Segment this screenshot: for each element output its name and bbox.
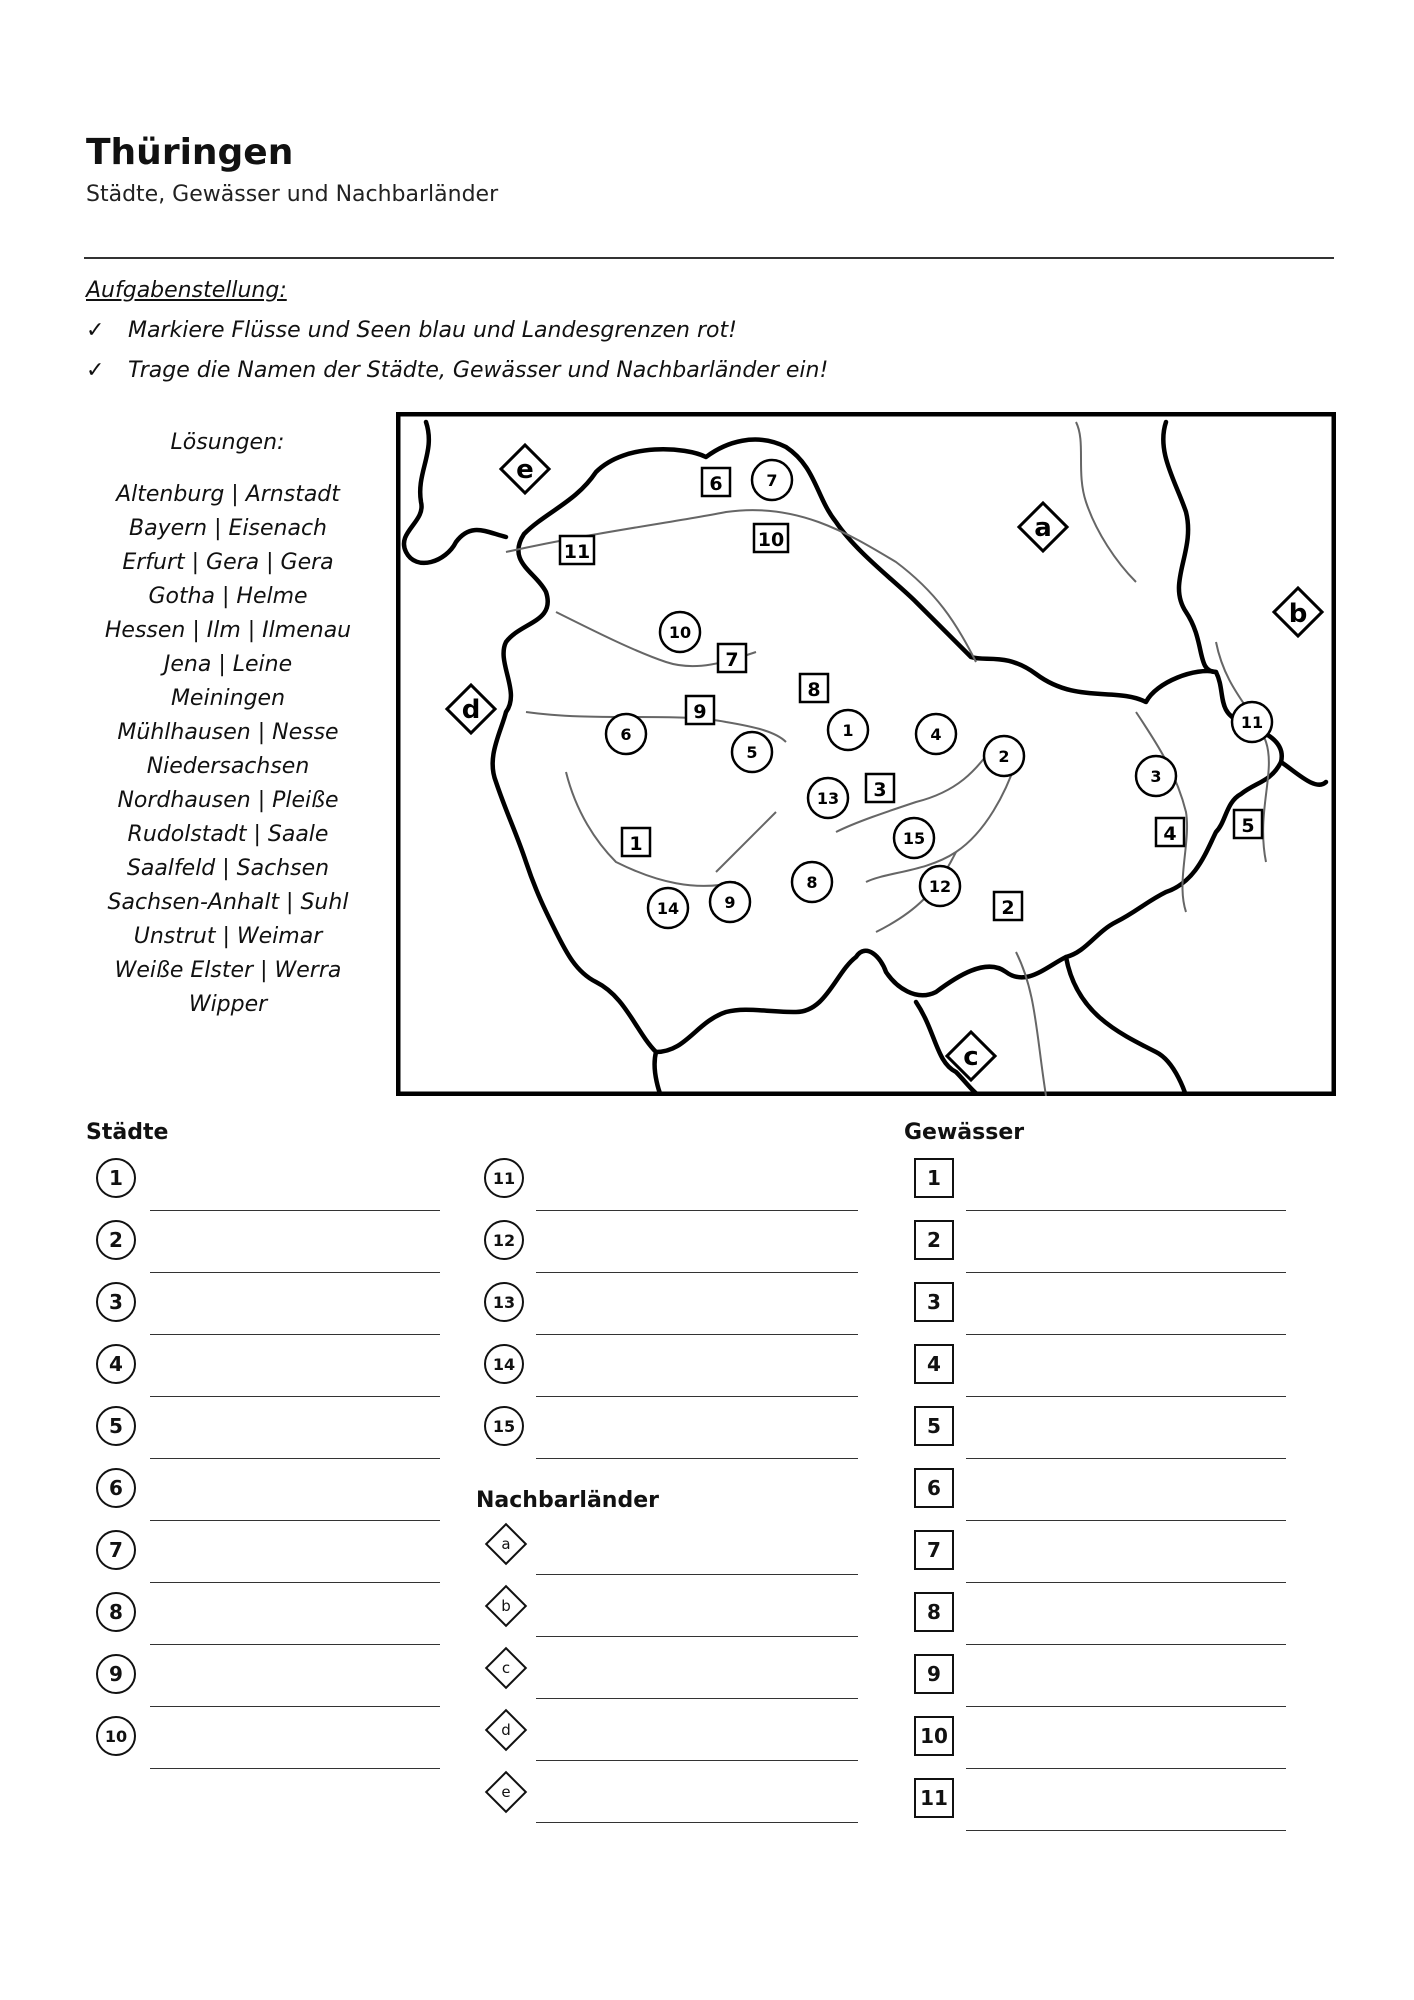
map-city-11 (1232, 702, 1272, 742)
city-number-badge: 9 (96, 1654, 136, 1694)
water-number-badge: 3 (914, 1282, 954, 1322)
page-title: Thüringen (86, 132, 294, 173)
svg-text:9: 9 (693, 701, 707, 723)
map-city-10 (660, 612, 700, 652)
svg-text:b: b (1288, 599, 1308, 629)
solution-line: Sachsen-Anhalt | Suhl (107, 890, 349, 915)
country-letter: e (501, 1783, 511, 1801)
city-number-badge: 10 (96, 1716, 136, 1756)
answer-line[interactable] (966, 1458, 1286, 1459)
answer-line[interactable] (966, 1706, 1286, 1707)
waters-heading: Gewässer (904, 1120, 1025, 1145)
answer-line[interactable] (150, 1210, 440, 1211)
city-number-badge: 14 (484, 1344, 524, 1384)
svg-text:5: 5 (746, 743, 758, 762)
map-city-8 (792, 862, 832, 902)
solution-line: Wipper (188, 992, 268, 1017)
solution-line: Meiningen (170, 686, 286, 711)
map-city-13 (808, 778, 848, 818)
answer-line[interactable] (150, 1458, 440, 1459)
water-number-badge: 5 (914, 1406, 954, 1446)
answer-line[interactable] (966, 1644, 1286, 1645)
water-number-badge: 2 (914, 1220, 954, 1260)
solution-line: Mühlhausen | Nesse (117, 720, 339, 745)
answer-line[interactable] (536, 1574, 858, 1575)
map-city-14 (648, 888, 688, 928)
city-number-badge: 13 (484, 1282, 524, 1322)
svg-text:3: 3 (1150, 767, 1162, 786)
answer-line[interactable] (966, 1830, 1286, 1831)
svg-text:7: 7 (766, 471, 778, 490)
divider (84, 257, 1334, 259)
map-water-6 (702, 468, 730, 496)
task-item: ✓ Trage die Namen der Städte, Gewässer und Nachbarländer ein! (86, 358, 829, 383)
svg-text:5: 5 (1241, 815, 1255, 837)
answer-line[interactable] (536, 1272, 858, 1273)
svg-text:2: 2 (1001, 897, 1015, 919)
svg-text:9: 9 (724, 893, 736, 912)
svg-text:1: 1 (842, 721, 854, 740)
city-number-badge: 2 (96, 1220, 136, 1260)
solution-line: Gotha | Helme (148, 584, 308, 609)
map-water-11 (560, 536, 594, 564)
answer-line[interactable] (536, 1458, 858, 1459)
svg-text:3: 3 (873, 779, 887, 801)
solution-line: Unstrut | Weimar (133, 924, 323, 949)
water-number-badge: 7 (914, 1530, 954, 1570)
svg-text:8: 8 (807, 679, 821, 701)
water-number-badge: 9 (914, 1654, 954, 1694)
solution-line: Rudolstadt | Saale (127, 822, 329, 847)
city-number-badge: 3 (96, 1282, 136, 1322)
svg-text:6: 6 (709, 473, 723, 495)
answer-line[interactable] (536, 1760, 858, 1761)
map-city-6 (606, 714, 646, 754)
svg-text:c: c (963, 1042, 979, 1072)
water-number-badge: 8 (914, 1592, 954, 1632)
solution-line: Hessen | Ilm | Ilmenau (104, 618, 352, 643)
map-water-9 (686, 696, 714, 724)
svg-text:15: 15 (902, 829, 926, 848)
solution-line: Jena | Leine (163, 652, 293, 677)
map-city-4 (916, 714, 956, 754)
map-city-9 (710, 882, 750, 922)
svg-text:d: d (461, 695, 481, 725)
svg-text:14: 14 (656, 899, 680, 918)
answer-line[interactable] (966, 1768, 1286, 1769)
city-number-badge: 7 (96, 1530, 136, 1570)
water-number-badge: 1 (914, 1158, 954, 1198)
svg-text:a: a (1034, 513, 1052, 543)
answer-line[interactable] (966, 1520, 1286, 1521)
city-number-badge: 11 (484, 1158, 524, 1198)
svg-text:2: 2 (998, 747, 1010, 766)
answer-line[interactable] (966, 1272, 1286, 1273)
water-number-badge: 6 (914, 1468, 954, 1508)
map-water-3 (866, 774, 894, 802)
answer-line[interactable] (536, 1698, 858, 1699)
answer-line[interactable] (150, 1582, 440, 1583)
water-number-badge: 4 (914, 1344, 954, 1384)
map-water-8 (800, 674, 828, 702)
city-number-badge: 4 (96, 1344, 136, 1384)
answer-line[interactable] (536, 1822, 858, 1823)
country-letter: b (501, 1597, 511, 1615)
map-water-5 (1234, 810, 1262, 838)
answer-line[interactable] (150, 1644, 440, 1645)
map-water-7 (718, 644, 746, 672)
city-number-badge: 8 (96, 1592, 136, 1632)
map-city-2 (984, 736, 1024, 776)
svg-text:13: 13 (816, 789, 840, 808)
water-number-badge: 10 (914, 1716, 954, 1756)
answer-line[interactable] (966, 1582, 1286, 1583)
country-letter: d (501, 1721, 511, 1739)
answer-line[interactable] (966, 1396, 1286, 1397)
answer-line[interactable] (536, 1334, 858, 1335)
task-item: ✓ Markiere Flüsse und Seen blau und Landesgrenzen rot! (86, 318, 737, 343)
cities-heading: Städte (86, 1120, 169, 1145)
solution-line: Erfurt | Gera | Gera (122, 550, 334, 575)
map-city-5 (732, 732, 772, 772)
check-icon: ✓ (86, 318, 105, 343)
svg-text:11: 11 (1240, 713, 1264, 732)
map-city-1 (828, 710, 868, 750)
solutions-list (88, 478, 368, 1022)
svg-text:10: 10 (757, 529, 785, 551)
city-number-badge: 12 (484, 1220, 524, 1260)
svg-text:11: 11 (563, 541, 591, 563)
answer-line[interactable] (150, 1334, 440, 1335)
answer-line[interactable] (536, 1210, 858, 1211)
map-water-1 (622, 828, 650, 856)
solution-line: Altenburg | Arnstadt (116, 482, 340, 507)
solutions-title: Lösungen: (170, 430, 285, 455)
solution-line: Saalfeld | Sachsen (126, 856, 330, 881)
svg-text:7: 7 (725, 649, 739, 671)
answer-line[interactable] (150, 1768, 440, 1769)
map-city-12 (920, 866, 960, 906)
answer-line[interactable] (536, 1636, 858, 1637)
answer-line[interactable] (150, 1272, 440, 1273)
answer-line[interactable] (150, 1520, 440, 1521)
city-number-badge: 5 (96, 1406, 136, 1446)
map-water-2 (994, 892, 1022, 920)
page-subtitle: Städte, Gewässer und Nachbarländer (86, 182, 499, 207)
thuringia-map (396, 412, 1336, 1096)
map-city-15 (894, 818, 934, 858)
city-number-badge: 15 (484, 1406, 524, 1446)
svg-text:4: 4 (1163, 823, 1177, 845)
answer-line[interactable] (536, 1396, 858, 1397)
country-letter: a (501, 1535, 511, 1553)
solution-line: Weiße Elster | Werra (114, 958, 342, 983)
task-heading: Aufgabenstellung: (86, 278, 287, 303)
answer-line[interactable] (966, 1210, 1286, 1211)
answer-line[interactable] (150, 1396, 440, 1397)
map-water-4 (1156, 818, 1184, 846)
svg-text:8: 8 (806, 873, 818, 892)
svg-text:6: 6 (620, 725, 632, 744)
country-letter: c (501, 1659, 511, 1677)
svg-text:4: 4 (930, 725, 942, 744)
answer-line[interactable] (150, 1706, 440, 1707)
solution-line: Nordhausen | Pleiße (117, 788, 339, 813)
city-number-badge: 1 (96, 1158, 136, 1198)
check-icon: ✓ (86, 358, 105, 383)
solution-line: Niedersachsen (146, 754, 310, 779)
map-city-3 (1136, 756, 1176, 796)
map-water-10 (754, 524, 788, 552)
svg-text:1: 1 (629, 833, 643, 855)
water-number-badge: 11 (914, 1778, 954, 1818)
answer-line[interactable] (966, 1334, 1286, 1335)
neighbors-heading: Nachbarländer (476, 1488, 659, 1513)
map-city-7 (752, 460, 792, 500)
svg-text:e: e (516, 455, 534, 485)
svg-text:10: 10 (668, 623, 692, 642)
solution-line: Bayern | Eisenach (129, 516, 327, 541)
svg-text:12: 12 (928, 877, 952, 896)
city-number-badge: 6 (96, 1468, 136, 1508)
